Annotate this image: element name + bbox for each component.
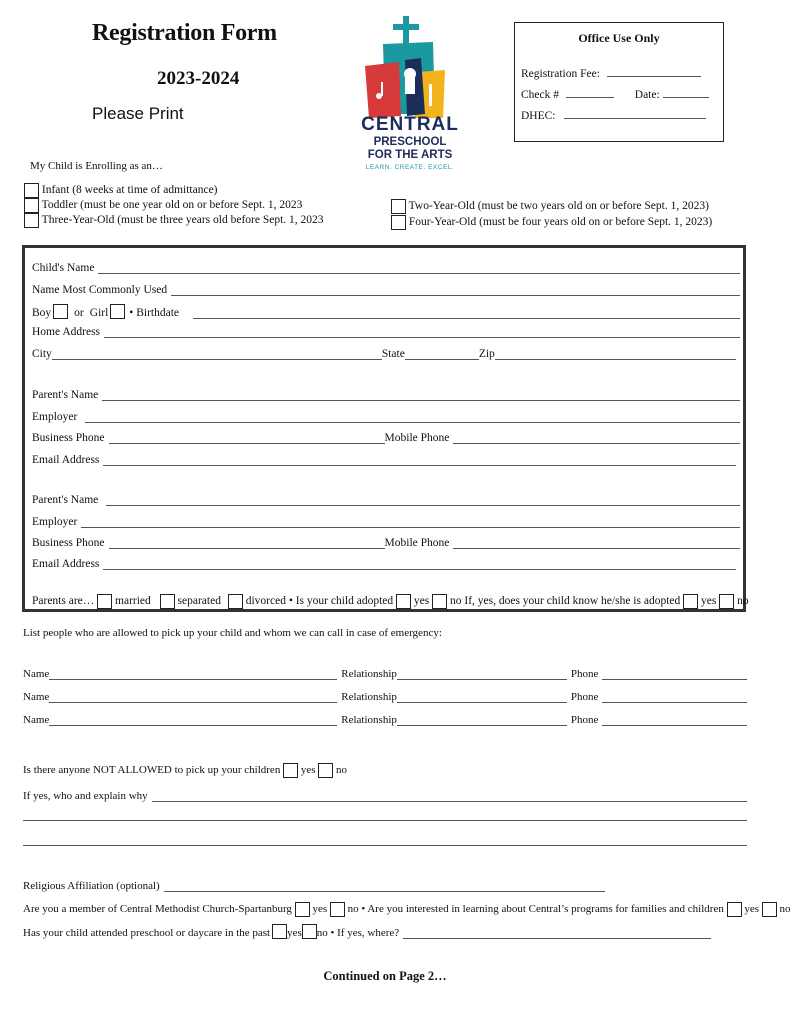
three-year-label: Three-Year-Old (must be three years old before Sept. 1, 2023 [41,214,324,227]
common-name-label: Name Most Commonly Used [32,284,168,296]
attended-where-field[interactable] [403,929,711,939]
child-name-field[interactable] [98,264,740,274]
infant-checkbox[interactable] [24,183,39,198]
office-heading: Office Use Only [578,31,660,45]
pickup-phone-field[interactable] [602,716,747,726]
explain-field[interactable] [152,792,747,802]
attended-where-label: no • If yes, where? [316,927,400,939]
toddler-checkbox[interactable] [24,198,39,213]
parent2-business-phone-field[interactable] [109,539,385,549]
pickup-relationship-label: Relationship [341,668,397,680]
member-no-checkbox[interactable] [330,902,345,917]
not-allowed-yes-checkbox[interactable] [283,763,298,778]
pickup-relationship-label: Relationship [341,691,397,703]
date-label: Date: [634,89,660,101]
city-state-zip-row [32,348,736,360]
adopted-yes-checkbox[interactable] [396,594,411,609]
explain-label: If yes, who and explain why [23,790,148,802]
member-row [23,902,791,917]
parent1-name-row [32,389,740,401]
state-field[interactable] [405,350,479,360]
parent2-name-row [32,494,740,506]
explain-line[interactable] [23,845,747,846]
dhec-label: DHEC: [521,110,556,122]
parent2-employer-row [32,516,740,528]
parent2-business-phone-label: Business Phone [32,537,105,549]
separated-checkbox[interactable] [160,594,175,609]
not-allowed-question: Is there anyone NOT ALLOWED to pick up your children [23,764,281,777]
parent1-email-field[interactable] [103,456,736,466]
interest-no-label: no [779,903,791,916]
parent1-employer-label: Employer [32,411,78,423]
parent1-email-row [32,454,736,466]
knows-yes-label: yes [701,595,717,608]
girl-label: Girl [89,307,109,319]
fee-field[interactable] [607,67,701,77]
form-title: Registration Form [92,20,277,46]
office-fee-row [521,67,701,80]
two-year-checkbox[interactable] [391,199,406,214]
pickup-relationship-field[interactable] [397,670,567,680]
divorced-checkbox[interactable] [228,594,243,609]
print-note: Please Print [92,104,184,123]
parent1-name-field[interactable] [102,391,740,401]
pickup-relationship-label: Relationship [341,714,397,726]
birthdate-field[interactable] [193,309,740,319]
separated-label: separated [177,595,221,608]
explain-row [23,790,747,802]
adopted-no-label: no If, yes, does your child know he/she is adopted [449,595,681,608]
interest-yes-label: yes [744,903,759,916]
parent1-employer-field[interactable] [85,413,740,423]
interest-no-checkbox[interactable] [762,902,777,917]
divorced-label: divorced • Is your child adopted [245,595,394,608]
option-infant [24,183,218,198]
pickup-phone-field[interactable] [602,693,747,703]
pickup-name-label: Name [23,668,50,680]
pickup-phone-label: Phone [570,691,599,703]
parent1-business-phone-field[interactable] [109,434,385,444]
interest-question: no • Are you interested in learning about Central’s programs for families and children [347,903,724,916]
or-label: or [74,307,84,319]
pickup-row [23,668,747,680]
home-address-label: Home Address [32,326,101,338]
parent1-name-label: Parent's Name [32,389,99,401]
option-three [24,213,324,228]
four-year-label: Four-Year-Old (must be four years old on or before Sept. 1, 2023) [408,216,713,229]
dhec-field[interactable] [564,109,706,119]
pickup-phone-label: Phone [570,714,599,726]
child-parent-box [22,245,746,612]
option-two [391,199,709,214]
member-yes-label: yes [312,903,328,916]
logo-preschool: PRESCHOOL [373,136,447,148]
parent1-employer-row [32,411,740,423]
knows-no-checkbox[interactable] [719,594,734,609]
common-name-row [32,284,740,296]
boy-label: Boy [32,307,52,319]
option-toddler [24,198,302,213]
logo-graphic-icon [355,14,465,124]
not-allowed-row [23,763,347,778]
office-dhec-row [521,109,706,122]
parent2-mobile-phone-field[interactable] [453,539,740,549]
office-use-box [514,22,724,142]
parent1-mobile-phone-field[interactable] [453,434,740,444]
boy-checkbox[interactable] [53,304,68,319]
parent-status-row [32,594,749,609]
religion-row [23,880,605,892]
pickup-phone-field[interactable] [602,670,747,680]
check-label: Check # [521,89,560,101]
parents-are-label: Parents are… [32,595,95,608]
explain-line[interactable] [23,820,747,821]
office-check-row [521,88,709,101]
pickup-name-label: Name [23,691,50,703]
zip-field[interactable] [495,350,736,360]
parent2-name-label: Parent's Name [32,494,99,506]
child-name-label: Child's Name [32,262,95,274]
option-four [391,215,712,230]
common-name-field[interactable] [171,286,740,296]
parent2-email-row [32,558,736,570]
pickup-relationship-field[interactable] [397,693,567,703]
girl-checkbox[interactable] [110,304,125,319]
child-name-row [32,262,740,274]
attended-question: Has your child attended preschool or daycare in the past [23,927,271,939]
check-field[interactable] [566,88,614,98]
logo-arts: FOR THE ARTS [367,149,453,161]
four-year-checkbox[interactable] [391,215,406,230]
parent2-employer-field[interactable] [81,518,740,528]
fee-label: Registration Fee: [521,68,600,80]
parent2-employer-label: Employer [32,516,78,528]
logo-tagline: LEARN. CREATE. EXCEL. [365,164,455,171]
knows-yes-checkbox[interactable] [683,594,698,609]
infant-label: Infant (8 weeks at time of admittance) [41,184,218,197]
date-field[interactable] [663,88,709,98]
parent2-email-label: Email Address [32,558,100,570]
continued-note: Continued on Page 2… [323,969,447,983]
parent1-mobile-phone-label: Mobile Phone [384,432,450,444]
pickup-phone-label: Phone [570,668,599,680]
two-year-label: Two-Year-Old (must be two years old on or before Sept. 1, 2023) [408,200,709,213]
parent1-phone-row [32,432,740,444]
pickup-row [23,691,747,703]
parent2-name-field[interactable] [106,496,740,506]
pickup-row [23,714,747,726]
home-address-field[interactable] [104,328,740,338]
home-address-row [32,326,740,338]
pickup-name-field[interactable] [49,693,337,703]
zip-label: Zip [478,348,495,360]
not-allowed-yes-label: yes [300,764,316,777]
parent2-mobile-phone-label: Mobile Phone [384,537,450,549]
attended-no-checkbox[interactable] [302,924,317,939]
religion-label: Religious Affiliation (optional) [23,880,160,892]
enrollment-label: My Child is Enrolling as an… [30,160,163,172]
school-year: 2023-2024 [157,68,240,89]
state-label: State [381,348,405,360]
pickup-intro: List people who are allowed to pick up your child and whom we can call in case of emergency: [23,627,442,639]
knows-no-label: no [737,595,749,608]
pickup-relationship-field[interactable] [397,716,567,726]
parent1-email-label: Email Address [32,454,100,466]
city-label: City [32,348,52,360]
pickup-name-label: Name [23,714,50,726]
three-year-checkbox[interactable] [24,213,39,228]
attended-row [23,924,711,939]
not-allowed-no-checkbox[interactable] [318,763,333,778]
toddler-label: Toddler (must be one year old on or before Sept. 1, 2023 [41,199,303,212]
adopted-no-checkbox[interactable] [432,594,447,609]
parent2-phone-row [32,537,740,549]
adopted-yes-label: yes [413,595,430,608]
pickup-name-field[interactable] [49,716,337,726]
parent2-email-field[interactable] [103,560,736,570]
married-label: married [115,595,151,608]
not-allowed-no-label: no [336,764,347,777]
gender-birthdate-row [32,304,740,319]
birthdate-label: • Birthdate [129,307,179,319]
attended-yes-checkbox[interactable] [272,924,287,939]
interest-yes-checkbox[interactable] [727,902,742,917]
religion-field[interactable] [164,882,605,892]
member-question: Are you a member of Central Methodist Church-Spartanburg [23,903,292,916]
pickup-name-field[interactable] [49,670,337,680]
attended-yes-label: yes [287,927,302,939]
school-logo [355,14,465,174]
married-checkbox[interactable] [97,594,112,609]
city-field[interactable] [52,350,382,360]
parent1-business-phone-label: Business Phone [32,432,105,444]
member-yes-checkbox[interactable] [295,902,310,917]
logo-name: CENTRAL [361,114,459,135]
